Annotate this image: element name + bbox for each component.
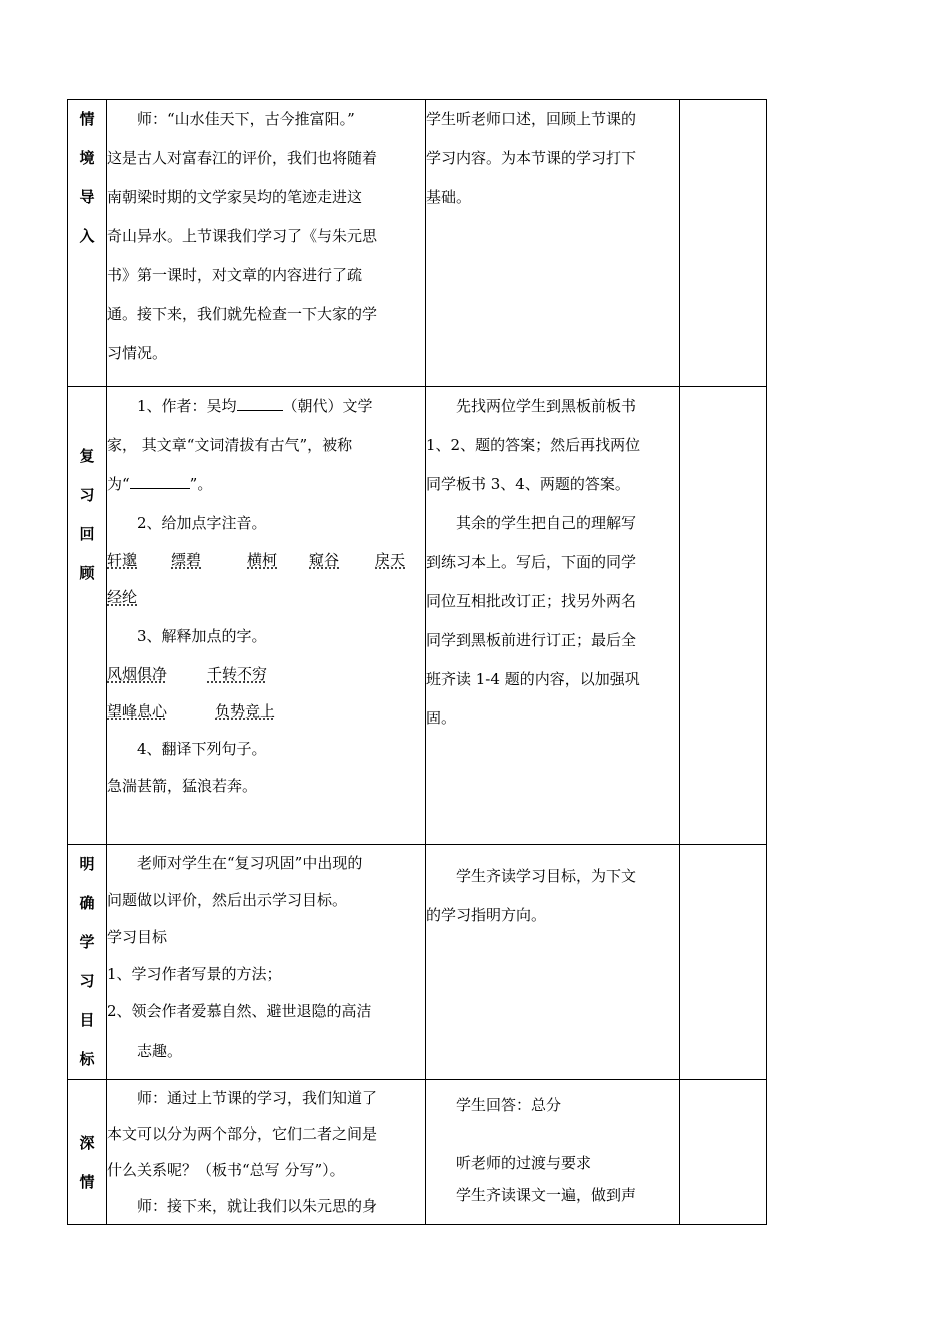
- question-3: 3、解释加点的字。: [137, 627, 267, 645]
- teacher-line: 习情况。: [107, 344, 168, 362]
- question-4: 4、翻译下列句子。: [137, 740, 267, 758]
- student-line: 的学习指明方向。: [426, 906, 547, 924]
- stage-char: 习: [79, 486, 95, 504]
- notes-cell: [680, 387, 767, 845]
- teacher-line: 这是古人对富春江的评价，我们也将随着: [107, 149, 378, 167]
- student-line: 听老师的过渡与要求: [456, 1154, 592, 1172]
- student-line: 学生齐读课文一遍，做到声: [456, 1186, 637, 1204]
- pinyin-word: 缥碧: [171, 551, 202, 569]
- explain-word: 千转不穷: [207, 665, 268, 683]
- question-1-suffix: ”。: [189, 475, 213, 493]
- notes-cell: [680, 845, 767, 1080]
- student-line: 先找两位学生到黑板前板书: [456, 397, 637, 415]
- teacher-line: 师：接下来，就让我们以朱元思的身: [137, 1197, 378, 1215]
- stage-char: 情: [79, 1173, 95, 1191]
- question-2: 2、给加点字注音。: [137, 514, 267, 532]
- goal-item: 2、领会作者爱慕自然、避世退隐的高洁: [107, 1002, 372, 1020]
- student-line: 到练习本上。写后，下面的同学: [426, 553, 637, 571]
- stage-char: 深: [79, 1134, 95, 1152]
- explain-word: 风烟俱净: [107, 665, 168, 683]
- stage-char: 习: [79, 972, 95, 990]
- student-activity-cell: [426, 100, 680, 387]
- student-line: 学生听老师口述，回顾上节课的: [426, 110, 637, 128]
- student-line: 基础。: [426, 188, 472, 206]
- pinyin-word: 横柯: [247, 551, 278, 569]
- goal-item: 1、学习作者写景的方法；: [107, 965, 282, 983]
- stage-char: 境: [79, 149, 95, 167]
- stage-cell: [68, 845, 107, 1080]
- student-line: 同学板书 3、4、两题的答案。: [426, 475, 630, 493]
- pinyin-word: 戾天: [375, 551, 406, 569]
- notes-cell: [680, 100, 767, 387]
- fill-blank: [237, 392, 283, 411]
- teacher-line: 通。接下来，我们就先检查一下大家的学: [107, 305, 378, 323]
- student-line: 固。: [426, 709, 457, 727]
- question-1-line2: 家， 其文章“文词清拔有古气”，被称: [107, 436, 353, 454]
- teacher-activity-cell: [107, 100, 426, 387]
- explain-word: 负势竞上: [215, 702, 276, 720]
- pinyin-word: 轩邈: [107, 551, 138, 569]
- teacher-line: 奇山异水。上节课我们学习了《与朱元思: [107, 227, 378, 245]
- teacher-activity-cell: [107, 845, 426, 1080]
- goal-item-cont: 志趣。: [137, 1042, 183, 1060]
- lesson-plan-table: [67, 99, 767, 1225]
- stage-char: 导: [79, 188, 95, 206]
- student-activity-cell: [426, 1080, 680, 1225]
- student-line: 同位互相批改订正；找另外两名: [426, 592, 637, 610]
- stage-cell: [68, 1080, 107, 1225]
- teacher-line: 书》第一课时，对文章的内容进行了疏: [107, 266, 363, 284]
- question-1-prefix2: 为“: [107, 475, 130, 493]
- teacher-line: 师：通过上节课的学习，我们知道了: [137, 1089, 378, 1107]
- stage-char: 确: [79, 894, 95, 912]
- student-line: 学习内容。为本节课的学习打下: [426, 149, 637, 167]
- student-line: 其余的学生把自己的理解写: [456, 514, 637, 532]
- student-line: 同学到黑板前进行订正；最后全: [426, 631, 637, 649]
- question-1-prefix: 1、作者：吴均: [137, 397, 237, 415]
- stage-char: 复: [79, 447, 95, 465]
- teacher-line: 问题做以评价，然后出示学习目标。: [107, 891, 348, 909]
- stage-char: 顾: [79, 564, 95, 582]
- teacher-line: 南朝梁时期的文学家吴均的笔迹走进这: [107, 188, 363, 206]
- row-review: [68, 387, 767, 845]
- student-line: 学生齐读学习目标，为下文: [456, 867, 637, 885]
- row-deep-feeling: [68, 1080, 767, 1225]
- stage-char: 标: [79, 1050, 95, 1068]
- stage-char: 明: [79, 855, 95, 873]
- stage-char: 目: [79, 1011, 95, 1029]
- stage-char: 学: [79, 933, 95, 951]
- student-activity-cell: [426, 387, 680, 845]
- row-learning-goals: [68, 845, 767, 1080]
- row-situation-intro: [68, 100, 767, 387]
- student-line: 1、2、题的答案；然后再找两位: [426, 436, 641, 454]
- goals-heading: 学习目标: [107, 928, 168, 946]
- stage-char: 回: [79, 525, 95, 543]
- teacher-line: 本文可以分为两个部分，它们二者之间是: [107, 1125, 378, 1143]
- teacher-line: 什么关系呢？（板书“总写 分写”）。: [107, 1161, 345, 1179]
- stage-cell: [68, 387, 107, 845]
- teacher-line: 师：“山水佳天下，古今推富阳。”: [137, 110, 355, 128]
- fill-blank: [130, 470, 190, 489]
- student-line: 班齐读 1-4 题的内容，以加强巩: [426, 670, 640, 688]
- notes-cell: [680, 1080, 767, 1225]
- student-activity-cell: [426, 845, 680, 1080]
- stage-cell: [68, 100, 107, 387]
- explain-word: 望峰息心: [107, 702, 168, 720]
- stage-char: 入: [79, 227, 95, 245]
- teacher-line: 老师对学生在“复习巩固”中出现的: [137, 854, 363, 872]
- teacher-activity-cell: [107, 387, 426, 845]
- student-line: 学生回答：总分: [456, 1096, 562, 1114]
- question-1-dynasty: （朝代）文学: [282, 397, 373, 415]
- translate-sentence: 急湍甚箭，猛浪若奔。: [107, 777, 258, 795]
- pinyin-word: 经纶: [107, 588, 138, 606]
- stage-char: 情: [79, 110, 95, 128]
- pinyin-word: 窥谷: [309, 551, 340, 569]
- teacher-activity-cell: [107, 1080, 426, 1225]
